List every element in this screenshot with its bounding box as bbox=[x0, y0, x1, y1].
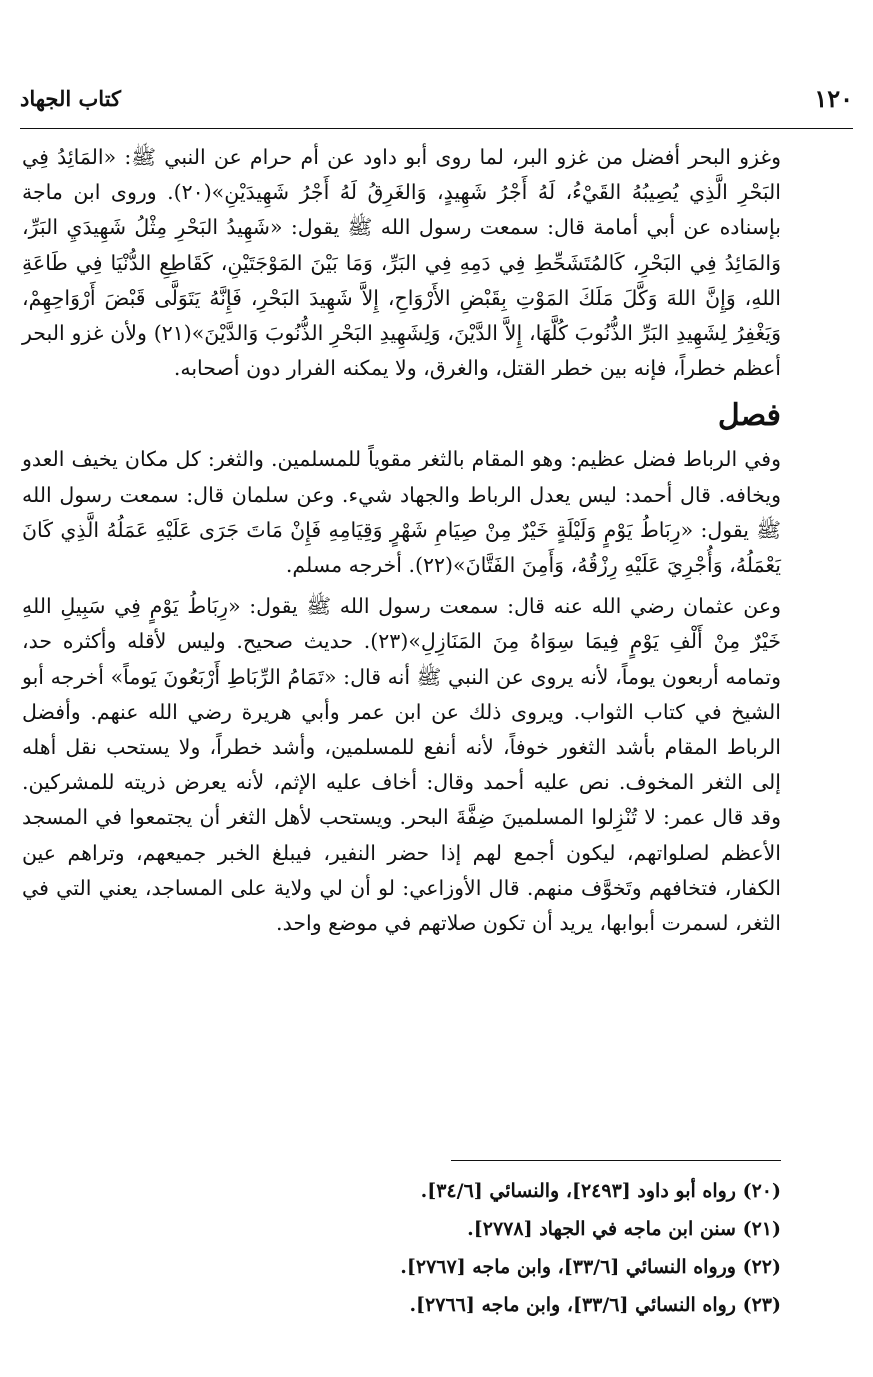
page-header bbox=[20, 78, 853, 118]
main-text bbox=[22, 140, 781, 941]
footnote-23: (٢٣) رواه النسائي [٣٣/٦]، وابن ماجه [٢٧٦٦]. bbox=[409, 1294, 781, 1316]
footnote-22: (٢٢) ورواه النسائي [٣٣/٦]، وابن ماجه [٢٧٦٧]. bbox=[400, 1256, 781, 1278]
section-heading: فصل bbox=[717, 398, 781, 434]
paragraph-sea-raids: وغزو البحر أفضل من غزو البر، لما روى أبو داود عن أم حرام عن النبي ﷺ: «المَائِدُ فِي البَحْرِ الَّذِي يُصِيبُهُ القَيْءُ، لَهُ أَجْرُ شَهِيدٍ، وَالغَرِقُ لَهُ أَجْرُ شَهِيدَيْنِ»(٢٠). وروى ابن ماجة بإسناده عن أبي أمامة قال: سمعت رسول الله ﷺ يقول: «شَهِيدُ البَحْرِ مِثْلُ شَهِيدَيِ البَرِّ، وَالمَائِدُ فِي البَحْرِ، كَالمُتَشَحِّطِ فِي دَمِهِ فِي البَرِّ، وَمَا بَيْنَ المَوْجَتَيْنِ، كَقَاطِعِ الدُّنْيَا فِي طَاعَةِ اللهِ، وَإِنَّ اللهَ وَكَّلَ مَلَكَ المَوْتِ بِقَبْضِ الأَرْوَاحِ، إِلاَّ شَهِيدَ البَحْرِ، فَإِنَّهُ يَتَوَلَّى قَبْضَ أَرْوَاحِهِمْ، وَيَغْفِرُ لِشَهِيدِ البَرِّ الذُّنُوبَ كُلَّهَا، إِلاَّ الدَّيْنَ، وَلِشَهِيدِ البَحْرِ الذُّنُوبَ وَالدَّيْنَ»(٢١) ولأن غزو البحر أعظم خطراً، فإنه بين خطر القتل، والغرق، ولا يمكنه الفرار دون أصحابه. bbox=[22, 145, 781, 381]
paragraph-uthman: وعن عثمان رضي الله عنه قال: سمعت رسول الله ﷺ يقول: «رِبَاطُ يَوْمٍ فِي سَبِيلِ اللهِ خَيْرٌ مِنْ أَلْفِ يَوْمٍ فِيمَا سِوَاهُ مِنَ المَنَازِلِ»(٢٣). حديث صحيح. وليس لأقله وأكثره حد، وتمامه أربعون يوماً، لأنه يروى عن النبي ﷺ أنه قال: «تَمَامُ الرِّبَاطِ أَرْبَعُونَ يَوماً» أخرجه أبو الشيخ في كتاب الثواب. ويروى ذلك عن ابن عمر وأبي هريرة رضي الله عنهم. وأفضل الرباط المقام بأشد الثغور خوفاً، لأنه أنفع للمسلمين، وأشد خطراً، ولا يستحب نقل أهله إلى الثغر المخوف. نص عليه أحمد وقال: أخاف عليه الإثم، لأنه يعرض ذريته للمشركين. وقد قال عمر: لا تُنْزِلوا المسلمينَ ضِفَّةَ البحر. ويستحب لأهل الثغر أن يجتمعوا في المسجد الأعظم لصلواتهم، ليكون أجمع لهم إذا حضر النفير، فيبلغ الخبر جميعهم، وتراهم عين الكفار، فتخافهم وتَخوَّف منهم. قال الأوزاعي: لو أن لي ولاية على المساجد، يعني التي في الثغر، لسمرت أبوابها، يريد أن تكون صلاتهم في موضع واحد. bbox=[22, 594, 781, 936]
page-number: ١٢٠ bbox=[814, 83, 853, 113]
running-title: كتاب الجهاد bbox=[20, 85, 122, 111]
paragraph-ribat: وفي الرباط فضل عظيم: وهو المقام بالثغر مقوياً للمسلمين. والثغر: كل مكان يخيف العدو ويخافه. قال أحمد: ليس يعدل الرباط والجهاد شيء. وعن سلمان قال: سمعت رسول الله ﷺ يقول: «رِبَاطُ يَوْمٍ وَلَيْلَةٍ خَيْرٌ مِنْ صِيَامِ شَهْرٍ وَقِيَامِهِ فَإِنْ مَاتَ جَرَى عَلَيْهِ عَمَلُهُ الَّذِي كَانَ يَعْمَلُهُ، وَأُجْرِيَ عَلَيْهِ رِزْقُهُ، وَأَمِنَ الفَتَّانَ»(٢٢). أخرجه مسلم. bbox=[22, 447, 781, 578]
footnotes bbox=[22, 1172, 781, 1324]
footnote-21: (٢١) سنن ابن ماجه في الجهاد [٢٧٧٨]. bbox=[467, 1218, 781, 1240]
footnote-20: (٢٠) رواه أبو داود [٢٤٩٣]، والنسائي [٣٤/٦]. bbox=[420, 1180, 781, 1202]
header-rule bbox=[20, 128, 853, 129]
footnote-rule bbox=[451, 1160, 781, 1161]
